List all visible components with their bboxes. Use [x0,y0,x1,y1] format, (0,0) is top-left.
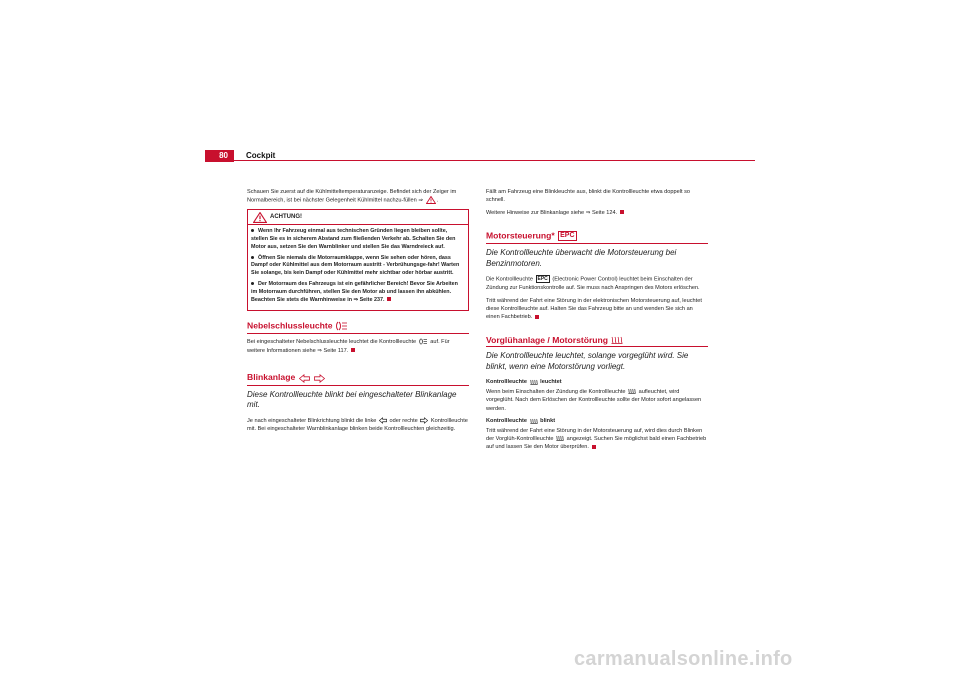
vorglueh-text: Wenn beim Einschalten der Zündung die Kontrollleuchte [486,388,626,395]
section-heading-motor [486,231,708,244]
header-divider [205,160,755,161]
epc-icon: EPC [560,232,575,240]
blink-subtitle: Diese Kontrollleuchte blinkt bei eingeschalteter Blinkanlage mit. [247,389,457,410]
warning-triangle-icon [253,212,267,223]
glow-plug-icon [611,336,623,344]
warning-box [247,209,469,311]
subheading-text: leuchtet [540,379,562,386]
subheading-text: blinkt [540,418,556,425]
warning-item-text: Der Motorraum des Fahrzeugs ist ein gefährlicher Bereich! Bevor Sie Arbeiten im Motorraum durchführen, stellen Sie den Motor ab und lassen ihn abkühlen. Beachten Sie stets die Warnhinweise in ⇒ Seite 237. [251,281,458,303]
motor-text: Die Kontrollleuchte [486,276,533,283]
turn-left-icon [379,417,387,424]
motor-subtitle: Die Kontrollleuchte überwacht die Motorsteuerung bei Benzinmotoren. [486,248,677,268]
heading-text: Blinkanlage [247,372,296,383]
turn-right-icon [314,374,325,383]
bullet-icon [251,229,254,232]
end-mark [620,210,624,214]
bullet-icon [251,282,254,285]
turn-left-icon [299,374,310,383]
warning-item-text: Wenn Ihr Fahrzeug einmal aus technischen Gründen liegen bleiben sollte, stellen Sie es in sicherem Abstand zum fließenden Verkehr ab. Schalten Sie den Motor aus, setzen Sie den Warnblinker und stellen Sie das Warndreieck auf. [251,228,456,250]
motor-text: Tritt während der Fahrt eine Störung in der elektronischen Motorsteuerung auf, leuchtet diese Kontrollleuchte auf. Halten Sie das Fahrzeug bitte an und wenden Sie sich an einen Fachbetrieb. [486,297,702,321]
right-column [486,188,708,456]
epc-icon: EPC [537,276,548,283]
right-intro-2 [486,209,708,217]
warning-header [248,210,468,225]
warning-item [251,281,465,304]
warning-item [251,228,465,251]
right-intro-text: Weitere Hinweise zur Blinkanlage siehe ⇒ Seite 124. [486,209,618,216]
warning-heading: ACHTUNG! [270,214,302,221]
nebel-paragraph [247,338,469,355]
blink-text: Kontrollleuchte mit. Bei eingeschalteter Warnblinkanlage blinken beide Kontrollleuchten gleichzeitig. [247,417,468,432]
intro-text: Schauen Sie zuerst auf die Kühlmitteltemperaturanzeige. Befindet sich der Zeiger im Normalbereich, ist bei nächster Gelegenheit Kühlmittel nachzu-füllen ⇒ [247,189,457,204]
motor-text: (Electronic Power Control) leuchtet beim Einschalten der Zündung zur Funktionskontrolle auf. Sie muss nach Anspringen des Motors erlöschen. [486,276,700,292]
glow-plug-icon [556,435,564,441]
page-title: Cockpit [246,151,276,160]
section-heading-nebel [247,321,469,334]
warning-item [251,255,465,278]
motor-paragraph-2 [486,297,708,322]
vorglueh-subheading-1 [486,378,708,386]
fog-lamp-icon [419,338,428,345]
page-header [205,150,755,162]
vorglueh-text: aufleuchtet, wird vorgeglüht. Nach dem Erlöschen der Kontrollleuchte sollte der Motor sofort angelassen werden. [486,388,702,412]
heading-text: Vorglühanlage / Motorstörung [486,334,609,345]
blink-text: Je nach eingeschalteter Blinkrichtung blinkt die linke [247,417,377,424]
vorglueh-text: angezeigt. Suchen Sie möglichst bald einen Fachbetrieb auf und lassen Sie den Motor überprüfen. [486,435,707,451]
left-column [247,188,469,437]
vorglueh-paragraph-1 [486,388,708,413]
end-mark [387,297,391,301]
warning-body [248,225,468,310]
turn-right-icon [420,417,428,424]
glow-plug-icon [530,379,538,385]
fog-lamp-icon [336,321,348,331]
blink-text: oder rechte [389,417,418,424]
nebel-text: auf. Für weitere Informationen siehe ⇒ Seite 117. [247,339,450,354]
vorglueh-subtitle: Die Kontrollleuchte leuchtet, solange vorgeglüht wird. Sie blinkt, wenn eine Motorstörung vorliegt. [486,351,689,371]
nebel-text: Bei eingeschalteter Nebelschlussleuchte leuchtet die Kontrollleuchte [247,339,417,346]
intro-paragraph: Schauen Sie zuerst auf die Kühlmitteltemperaturanzeige. Befindet sich der Zeiger im Normalbereich, ist bei nächster Gelegenheit Kühlmittel nachzu-füllen ⇒ . [247,189,457,204]
section-heading-blink [247,373,469,385]
warning-triangle-icon [426,196,436,204]
blink-paragraph [247,417,469,434]
end-mark [535,315,539,319]
end-mark [592,445,596,449]
warning-item-text: Öffnen Sie niemals die Motorraumklappe, wenn Sie sehen oder hören, dass Dampf oder Kühlmittel aus dem Motorraum austritt - Verbrühungsge-fahr! Warten Sie solange, bis kein Dampf oder Kühlmittel mehr sichtbar oder hörbar austritt. [251,254,460,277]
page-number: 80 [205,150,234,162]
heading-text: Motorsteuerung* [486,230,555,241]
subheading-text: Kontrollleuchte [486,418,528,425]
glow-plug-icon [530,418,538,424]
watermark: carmanualsonline.info [574,648,793,670]
bullet-icon [251,256,254,259]
glow-plug-icon [628,388,636,394]
section-heading-vorglueh [486,336,708,348]
vorglueh-subheading-2 [486,417,708,425]
right-intro-1: Fällt am Fahrzeug eine Blinkleuchte aus, blinkt die Kontrollleuchte etwa doppelt so schnell. [486,189,690,204]
vorglueh-text: Tritt während der Fahrt eine Störung in der Motorsteuerung auf, wird dies durch Blinken der Vorglüh-Kontrollleuchte [486,427,703,442]
vorglueh-paragraph-2 [486,427,708,452]
motor-paragraph-1 [486,275,708,292]
heading-text: Nebelschlussleuchte [247,320,333,331]
subheading-text: Kontrollleuchte [486,379,528,386]
end-mark [351,348,355,352]
